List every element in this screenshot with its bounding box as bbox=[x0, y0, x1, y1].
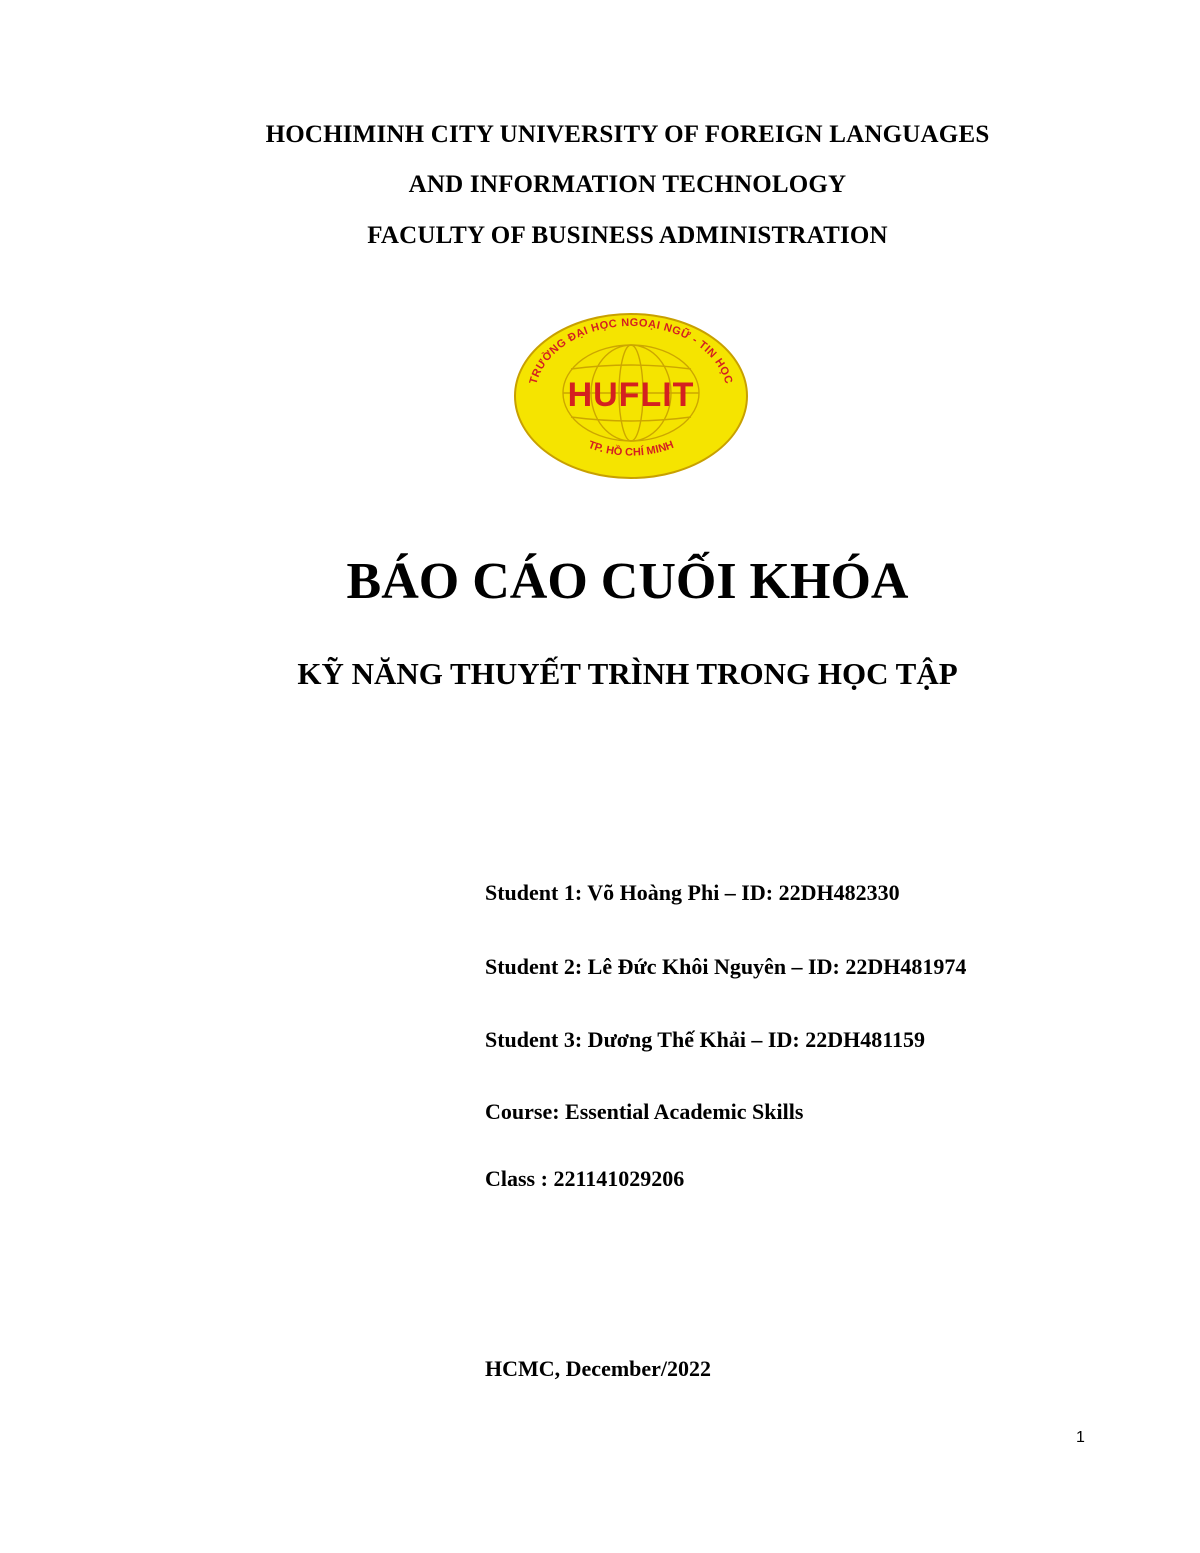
logo-bottom-text: TP. HỒ CHÍ MINH bbox=[586, 438, 676, 459]
student-2-line: Student 2: Lê Đức Khôi Nguyên – ID: 22DH481974 bbox=[485, 954, 967, 979]
faculty-name: FACULTY OF BUSINESS ADMINISTRATION bbox=[367, 222, 888, 249]
university-name-line-1: HOCHIMINH CITY UNIVERSITY OF FOREIGN LANGUAGES bbox=[265, 121, 990, 148]
huflit-logo bbox=[511, 311, 751, 481]
student-3-line: Student 3: Dương Thế Khải – ID: 22DH481159 bbox=[485, 1027, 925, 1052]
course-line: Course: Essential Academic Skills bbox=[485, 1099, 804, 1124]
page-number: 1 bbox=[1076, 1429, 1085, 1446]
class-line: Class : 221141029206 bbox=[485, 1166, 685, 1191]
logo-arc-text: TRƯỜNG ĐẠI HỌC NGOẠI NGỮ - TIN HỌC bbox=[527, 316, 735, 386]
university-name-line-2: AND INFORMATION TECHNOLOGY bbox=[408, 171, 847, 198]
report-title: BÁO CÁO CUỐI KHÓA bbox=[346, 553, 909, 610]
place-date: HCMC, December/2022 bbox=[485, 1356, 712, 1381]
logo-name: HUFLIT bbox=[567, 376, 695, 414]
student-1-line: Student 1: Võ Hoàng Phi – ID: 22DH482330 bbox=[485, 880, 900, 905]
report-subtitle: KỸ NĂNG THUYẾT TRÌNH TRONG HỌC TẬP bbox=[297, 656, 958, 691]
